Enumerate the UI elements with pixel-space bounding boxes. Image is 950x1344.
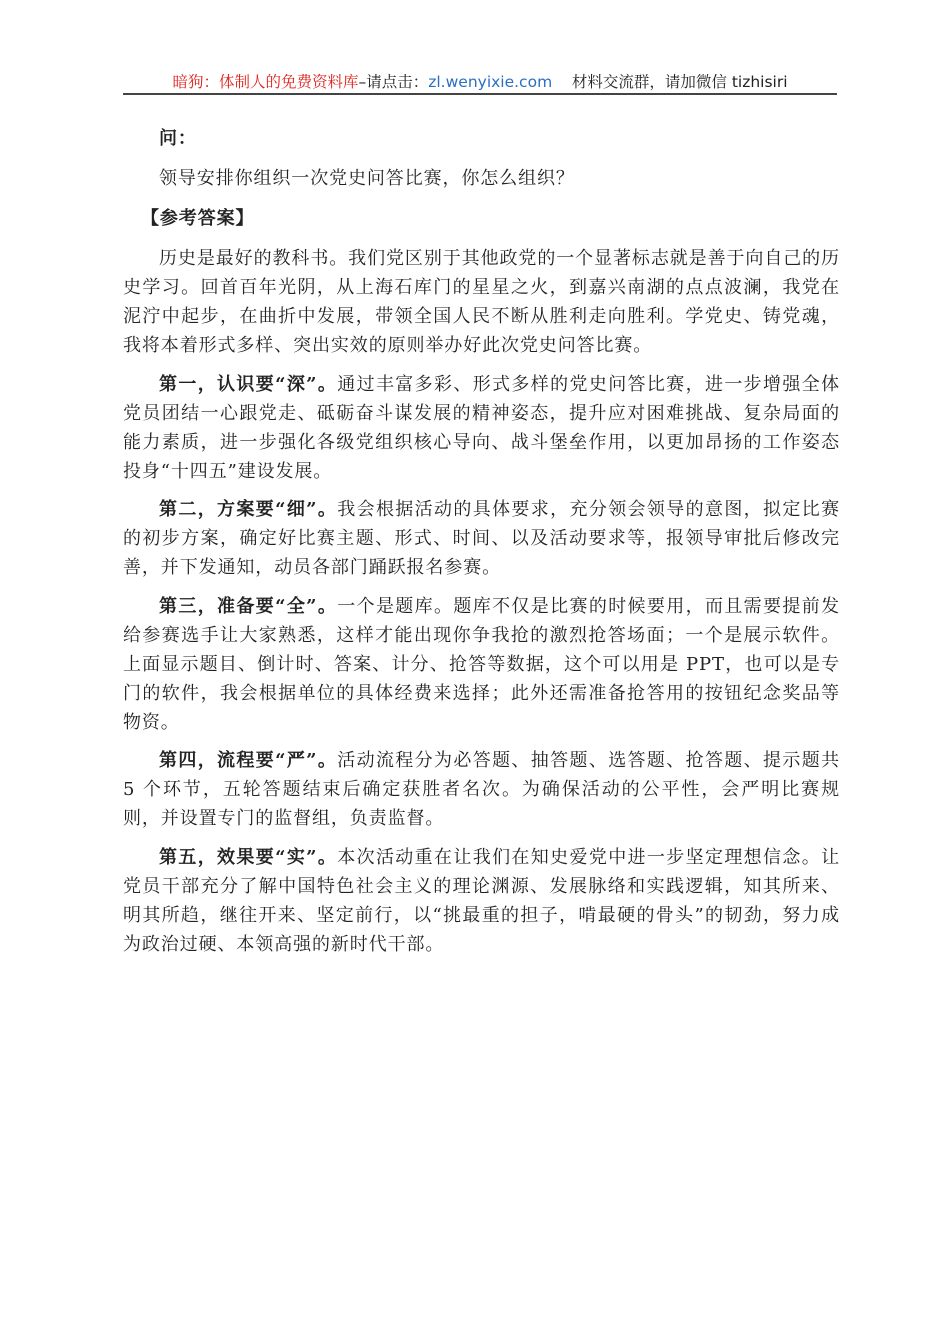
point-paragraph [123,370,840,486]
page-header [123,70,837,95]
point-title: 第一，认识要“深”。 [159,373,338,395]
header-brand: 暗狗：体制人的免费资料库 [172,73,359,91]
header-click: –请点击： [358,73,429,91]
point-text: 通过丰富多彩、形式多样的党史问答比赛，进一步增强全体党员团结一心跟党走、砥砺奋斗谋发展的精神姿态，提升应对困难挑战、复杂局面的能力素质，进一步强化各级党组织核心导向、战斗堡垒作用，以更加昂扬的工作姿态投身“十四五”建设发展。 [123,373,840,482]
document-body [123,124,840,968]
point-paragraph [123,495,840,582]
question-text: 领导安排你组织一次党史问答比赛，你怎么组织？ [159,168,575,189]
point-text: 本次活动重在让我们在知史爱党中进一步坚定理想信念。让党员干部充分了解中国特色社会主义的理论渊源、发展脉络和实践逻辑，知其所来、明其所趋，继往开来、坚定前行，以“挑最重的担子，啃最硬的骨头”的韧劲，努力成为政治过硬、本领高强的新时代干部。 [123,846,840,955]
point-title: 第三，准备要“全”。 [159,595,338,617]
question-label [123,124,840,153]
intro-paragraph: 历史是最好的教科书。我们党区别于其他政党的一个显著标志就是善于向自己的历史学习。回首百年光阴，从上海石库门的星星之火，到嘉兴南湖的点点波澜，我党在泥泞中起步，在曲折中发展，带领全国人民不断从胜利走向胜利。学党史、铸党魂，我将本着形式多样、突出实效的原则举办好此次党史问答比赛。 [123,248,840,356]
point-paragraph [123,843,840,959]
answer-label [123,204,840,233]
point-title: 第五，效果要“实”。 [159,846,338,868]
header-group: 材料交流群，请加微信 tizhisiri [571,73,788,91]
answer-label-text: 【参考答案】 [141,208,255,229]
point-paragraph [123,746,840,833]
point-text: 一个是题库。题库不仅是比赛的时候要用，而且需要提前发给参赛选手让大家熟悉，这样才能出现你争我抢的激烈抢答场面；一个是展示软件。上面显示题目、倒计时、答案、计分、抢答等数据，这个可以用是 PPT，也可以是专门的软件，我会根据单位的具体经费来选择；此外还需准备抢答用的按钮纪念奖品等物资。 [123,595,840,733]
point-text: 我会根据活动的具体要求，充分领会领导的意图，拟定比赛的初步方案，确定好比赛主题、形式、时间、以及活动要求等，报领导审批后修改完善，并下发通知，动员各部门踊跃报名参赛。 [123,499,840,578]
question-label-text: 问： [159,128,197,149]
point-title: 第二，方案要“细”。 [159,499,338,520]
point-paragraph [123,592,840,737]
point-title: 第四，流程要“严”。 [159,750,338,771]
header-url-link[interactable]: zl.wenyixie.com [428,73,553,91]
point-text: 活动流程分为必答题、抽答题、选答题、抢答题、提示题共 5 个环节，五轮答题结束后确定获胜者名次。为确保活动的公平性，会严明比赛规则，并设置专门的监督组，负责监督。 [123,750,840,829]
